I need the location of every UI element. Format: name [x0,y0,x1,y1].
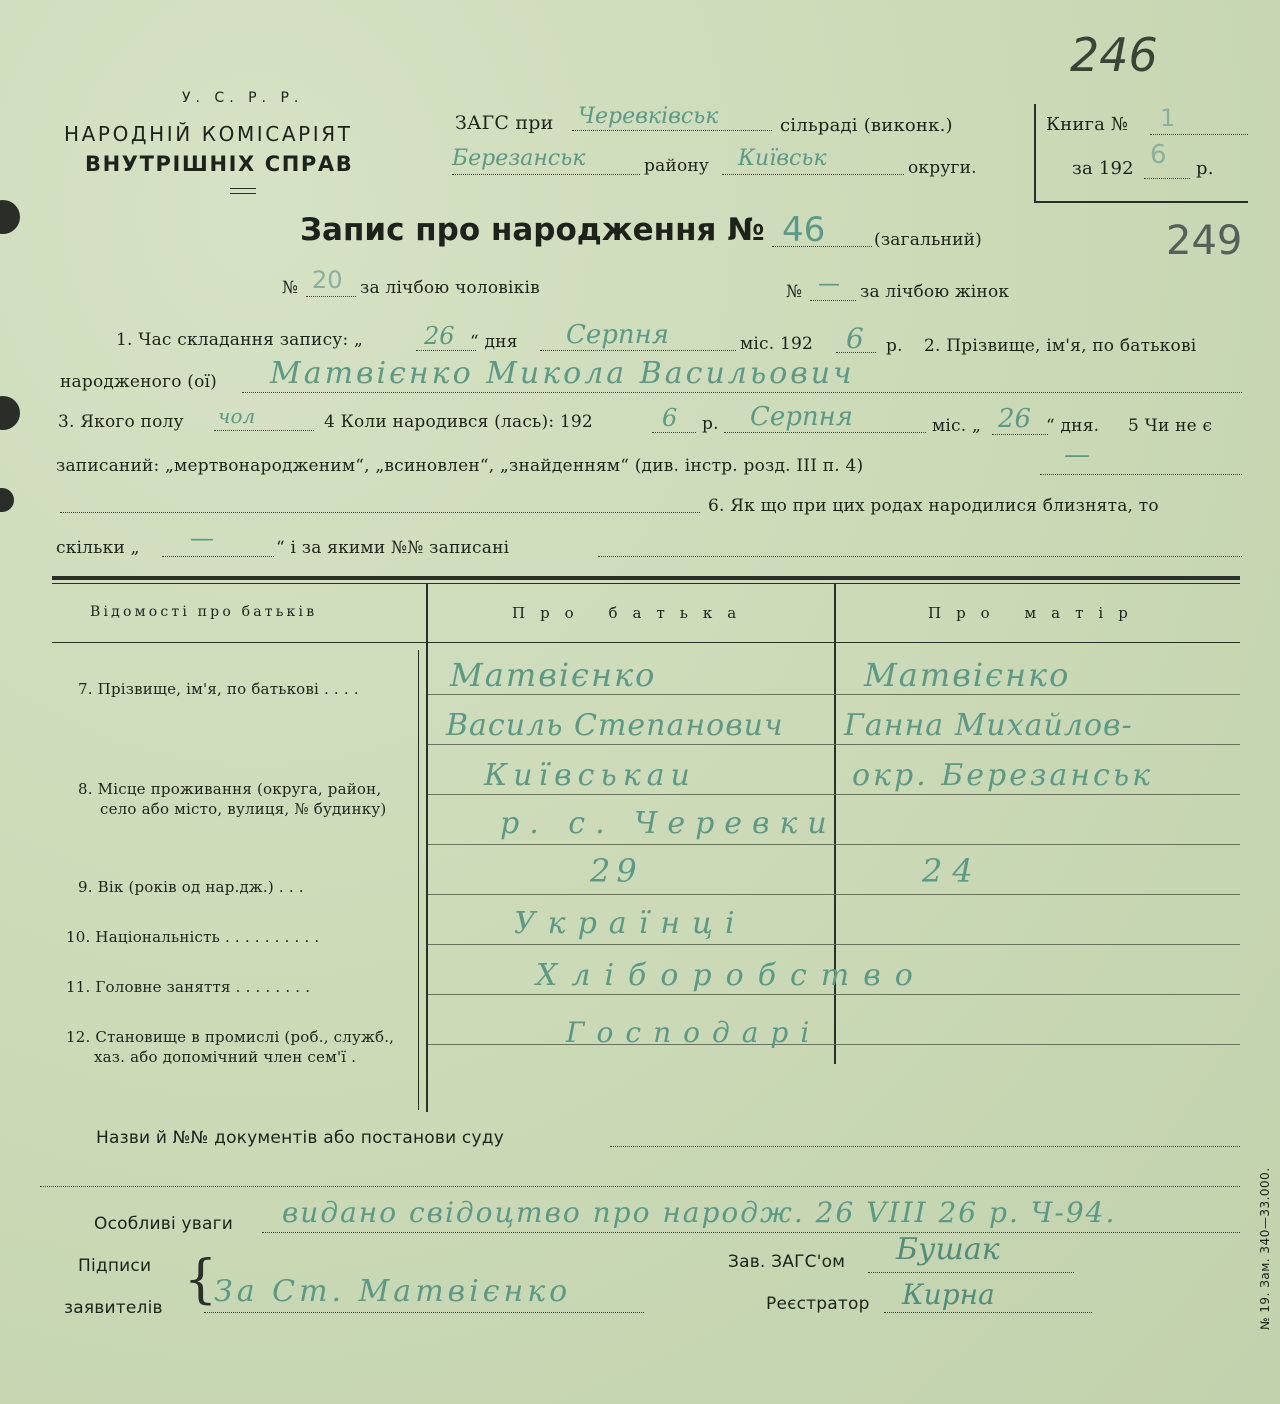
table-label-edge [418,650,419,1110]
field3-value: чол [218,404,256,428]
field3-line [214,430,314,431]
field1-day-line [416,350,476,351]
commissariat-line1: НАРОДНІЙ КОМІСАРІЯТ [64,122,353,146]
field2-value: Матвієнко Микола Васильович [270,356,855,391]
table-line-4 [428,844,1240,845]
position-value: Господарі [566,1016,822,1049]
field6-label2: скільки „ [56,538,140,558]
field6-count-value: — [190,524,214,552]
occupation-value: Хліборобство [536,958,927,993]
field1-month-suffix: міс. 192 [740,334,814,354]
mother-name: Ганна Михайлов- [844,708,1133,743]
field1-month-line [540,350,736,351]
mother-age: 24 [922,852,983,890]
field5-label: 5 Чи не є [1128,416,1213,436]
father-name: Василь Степанович [446,708,784,743]
mother-residence-1: окр. Березанськ [852,758,1154,793]
field3-label: 3. Якого полу [58,412,184,432]
head-signature: Бушак [896,1232,1000,1267]
registrar-signature-line [884,1312,1092,1313]
field1-year-suffix: р. [886,336,903,356]
male-count-line [306,296,356,297]
female-count-label: за лічбою жінок [860,282,1010,302]
ussr-label: У. С. Р. Р. [182,90,304,106]
zags-prefix: ЗАГС при [455,112,554,134]
side-print-number: № 19. Зам. 340—33.000. [1258,1167,1272,1330]
zags-village-line [572,130,772,131]
mother-surname: Матвієнко [864,656,1071,694]
row9-label: 9. Вік (років од нар.дж.) . . . [78,878,304,896]
nationality-value: Українці [514,906,747,941]
male-count-label: за лічбою чоловіків [360,278,540,298]
docs-line-2 [40,1186,1240,1187]
notes-line [262,1232,1240,1233]
row8-label2: село або місто, вулиця, № будинку) [100,800,387,818]
commissariat-line2: ВНУТРІШНІХ СПРАВ [85,152,354,176]
row8-label: 8. Місце проживання (округа, район, [78,780,382,798]
field5-line [1040,474,1242,475]
field4-month-value: Серпня [750,402,854,432]
table-top-rule-thin [52,583,1240,584]
field4-day-value: 26 [998,404,1032,434]
district-label: району [644,156,710,176]
female-count-line [810,300,856,301]
record-number-value: 46 [782,210,826,250]
okrug-label: округи. [908,158,977,178]
book-box-bottom [1034,201,1248,203]
field4-year-value: 6 [662,404,678,432]
book-year-suffix: р. [1196,158,1214,179]
field5-line2 [60,512,700,513]
docs-label: Назви й №№ документів або постанови суду [96,1128,504,1148]
table-top-rule [52,576,1240,580]
field2-label2: народженого (ої) [60,372,217,392]
signatures-value: За Ст. Матвієнко [214,1274,572,1309]
table-header-father: Про батька [512,604,752,622]
record-number-suffix: (загальний) [874,230,982,250]
field1-day-suffix: “ дня [470,332,518,352]
punch-hole-small [0,488,14,512]
table-line-1 [428,694,1240,695]
head-label: Зав. ЗАГС'ом [728,1252,846,1272]
notes-value: видано свідоцтво про народж. 26 VIII 26 р. Ч-94. [282,1196,1117,1229]
field1-label: 1. Час складання запису: „ [116,330,364,350]
table-line-7 [428,994,1240,995]
table-header-mother: Про матір [928,604,1143,622]
docs-line [610,1146,1240,1147]
table-line-8 [428,1044,1240,1045]
field6-count-line [162,556,274,557]
head-signature-line [868,1272,1074,1273]
notes-label: Особливі уваги [94,1214,233,1234]
field4-day-suffix: “ дня. [1046,416,1100,436]
okrug-value: Київськ [738,146,827,171]
female-count-value: — [818,272,840,297]
book-line [1150,134,1248,135]
registrar-label: Реєстратор [766,1294,870,1314]
book-year-line [1144,178,1190,179]
field1-year-value: 6 [846,322,864,355]
field4-year-line [652,432,696,433]
archive-number-side: 249 [1166,218,1243,264]
district-value: Березанськ [452,146,586,171]
field2-label: 2. Прізвище, ім'я, по батькові [924,336,1197,356]
table-line-2 [428,744,1240,745]
punch-hole-top [0,200,20,234]
archive-number-top: 246 [1070,28,1158,82]
row12-label2: хаз. або допомічний член сем'ї . [94,1048,357,1066]
field4-month-suffix: міс. „ [932,416,981,436]
signatures-label2: заявителів [64,1298,163,1318]
table-line-3 [428,794,1240,795]
father-residence-2: р. с. Черевки [500,806,837,841]
table-line-5 [428,894,1240,895]
female-count-prefix: № [786,282,803,302]
male-count-value: 20 [312,266,343,294]
row12-label: 12. Становище в промислі (роб., служб., [66,1028,395,1046]
field5-label2: записаний: „мертвонародженим“, „всиновлен“, „знайденням“ (див. інстр. розд. III п. 4) [56,456,864,476]
table-line-6 [428,944,1240,945]
field1-month-value: Серпня [566,320,670,350]
field5-value: — [1064,440,1090,470]
zags-suffix: сільраді (виконк.) [780,115,953,136]
okrug-line [722,174,904,175]
field4-label: 4 Коли народився (лась): 192 [324,412,593,432]
field6-numbers-line [598,556,1242,557]
signatures-brace: { [184,1250,218,1310]
registrar-signature: Кирна [902,1278,995,1311]
field2-line [242,392,1242,393]
table-header-rule [52,642,1240,643]
row7-label: 7. Прізвище, ім'я, по батькові . . . . [78,680,359,698]
book-value: 1 [1160,104,1176,132]
field1-day-value: 26 [424,322,455,350]
signatures-label1: Підписи [78,1256,152,1276]
zags-village-value: Черевківськ [578,104,719,129]
book-year-value: 6 [1150,140,1167,170]
field6-label3: “ і за якими №№ записані [276,538,510,558]
field4-month-line [724,432,926,433]
punch-hole-middle [0,396,20,430]
table-header-parents: Відомості про батьків [90,604,318,620]
book-box-left [1034,104,1036,202]
father-surname: Матвієнко [450,656,657,694]
divider-short-2 [230,193,256,194]
field4-day-line [992,434,1048,435]
field6-label: 6. Як що при цих родах народилися близнята, то [708,496,1159,516]
father-age: 29 [590,852,643,890]
district-line [452,174,640,175]
row11-label: 11. Головне заняття . . . . . . . . [66,978,311,996]
father-residence-1: Київськаи [484,758,696,793]
field4-year-suffix: р. [702,414,719,434]
male-count-prefix: № [282,278,299,298]
row10-label: 10. Національність . . . . . . . . . . [66,928,320,946]
table-col-divider-1 [426,584,428,1112]
record-title: Запис про народження № [300,212,765,248]
divider-short-1 [230,188,256,189]
book-label: Книга № [1046,114,1129,135]
book-year-label: за 192 [1072,158,1134,179]
signatures-line [204,1312,644,1313]
